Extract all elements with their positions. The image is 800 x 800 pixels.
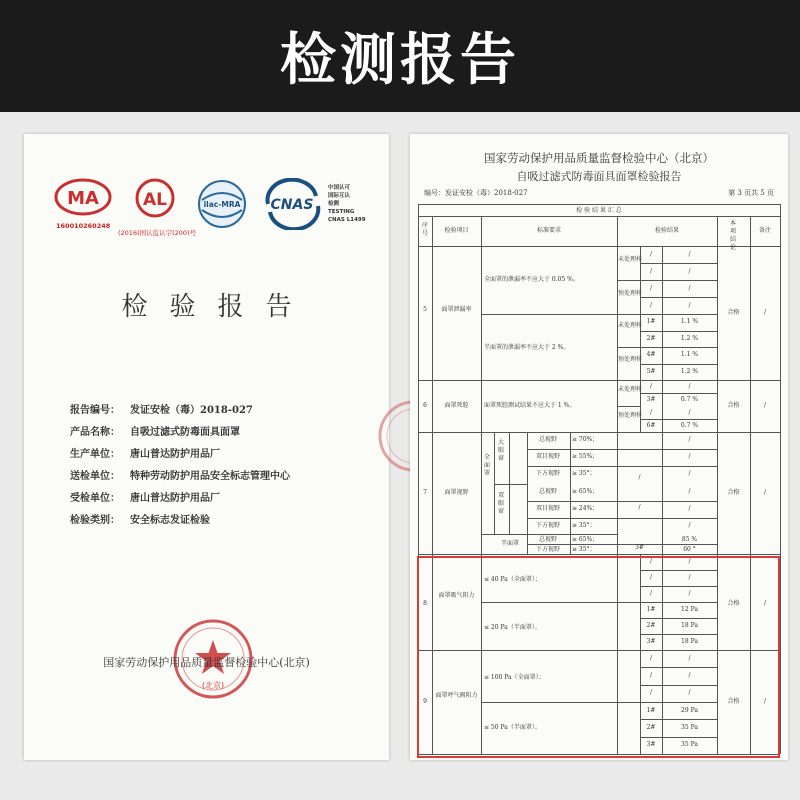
table-row-rule <box>418 380 780 381</box>
cal-logo-icon <box>128 178 182 222</box>
row8-full-results-sample: / <box>649 590 653 597</box>
row6-conclusion: 合格 <box>727 402 740 409</box>
row6-results-b-rule <box>640 419 717 420</box>
row9-conclusion: 合格 <box>727 698 740 705</box>
row7-rule <box>527 449 717 450</box>
row9-full-results-sample: / <box>649 672 653 679</box>
row5-untreated: 未处理样 <box>618 256 643 263</box>
row7-big-req: ≥ 35°； <box>572 470 596 477</box>
row7-double-eye: 双眼窗 <box>497 492 504 515</box>
row7-half-mask: 半面罩 <box>500 540 519 547</box>
row9-req-full: ≤ 100 Pa（全面罩）； <box>484 674 545 681</box>
row8-full-results-value: / <box>688 558 691 565</box>
row7-rule <box>494 484 527 485</box>
cnas-logo-icon <box>260 178 324 230</box>
ilac-text: ilac-MRA <box>203 200 241 209</box>
row7-big-label: 下方视野 <box>535 470 560 477</box>
row5-full-results-rule <box>640 280 717 281</box>
row9-full-results-value: / <box>688 654 691 662</box>
row9-number: 9 <box>423 698 427 705</box>
row5-req-half: 半面罩的泄漏率不应大于 2 %。 <box>484 344 570 351</box>
row6-note: / <box>763 402 767 409</box>
row5-untreated: 未处理样 <box>618 322 643 329</box>
row6-results-b-sample: / <box>649 408 653 416</box>
field-inspected-unit: 受检单位： 唐山普达防护用品厂 <box>70 493 220 504</box>
row6-untreated: 未处理样 <box>618 386 643 393</box>
column-header-requirement: 标准要求 <box>536 227 561 234</box>
field-inspection-type: 检验类别： 安全标志发证检验 <box>70 515 210 526</box>
ilac-mra-logo-icon <box>196 178 248 230</box>
row5-rule <box>617 280 640 281</box>
row8-half-results-sample: 1# <box>646 606 656 613</box>
row7-rule <box>481 534 617 535</box>
row9-full-results-value: / <box>688 689 691 697</box>
row6-number: 6 <box>423 402 427 409</box>
table-row-rule <box>418 554 780 555</box>
cma-logo-text: MA <box>67 188 99 209</box>
row5-full-results-sample: / <box>649 267 653 275</box>
row7-double-value: / <box>688 505 691 512</box>
column-header-conclusion: 本项结论 <box>729 220 736 251</box>
cma-logo-icon <box>54 178 112 222</box>
table-row-rule <box>418 204 780 205</box>
row7-big-results: / <box>638 474 641 481</box>
row5-half-results-sample: 2# <box>646 334 656 342</box>
accreditation-logos <box>54 178 374 258</box>
row7-number: 7 <box>423 489 427 496</box>
row5-full-results-sample: / <box>649 284 653 292</box>
row7-rule <box>494 432 495 534</box>
row5-note: / <box>763 309 767 316</box>
row5-half-results-sample: 4# <box>646 351 656 359</box>
row7-item: 面罩视野 <box>444 489 469 496</box>
row9-full-results-value: / <box>688 672 691 679</box>
banner <box>0 0 800 112</box>
row7-big-eye: 大眼窗 <box>497 439 504 462</box>
row9-half-results-sample: 1# <box>646 706 656 714</box>
report-info-fields <box>70 400 290 532</box>
row8-item: 面罩吸气阻力 <box>438 592 475 599</box>
row5-number: 5 <box>423 306 427 313</box>
row7-double-results: / <box>638 504 641 511</box>
row7-double-req: ≥ 65%； <box>572 488 599 495</box>
highlight-box <box>417 556 780 758</box>
row8-number: 8 <box>423 600 427 607</box>
row5-pretreated: 预处理样 <box>618 356 643 363</box>
row7-double-req: ≥ 35°； <box>572 522 596 529</box>
row7-half-label: 下方视野 <box>535 546 560 553</box>
row7-rule <box>509 432 510 534</box>
table-row-rule <box>418 246 780 247</box>
row5-half-results-sample: 1# <box>646 318 656 326</box>
row6-results-a-sample: / <box>649 382 653 390</box>
row8-full-results-value: / <box>688 590 691 597</box>
row9-half-results-sample: 3# <box>646 741 656 749</box>
row8-half-results-value: 12 Pa <box>681 606 698 613</box>
row5-full-results-sample: / <box>649 250 653 258</box>
row7-half-value: 85 % <box>681 536 698 543</box>
row5-half-results-sample: 5# <box>646 367 656 375</box>
row9-req-half: ≤ 50 Pa（半面罩）。 <box>484 724 541 731</box>
row9-half-results-value: 35 Pa <box>681 741 698 749</box>
row5-full-results-value: / <box>688 301 691 309</box>
row6-results-a-rule <box>640 393 717 394</box>
row7-rule <box>527 466 717 467</box>
row7-half-label: 总视野 <box>538 536 557 543</box>
row7-half-req: ≥ 65%； <box>572 536 599 543</box>
results-report-number: 编号：发证安检（毒）2018-027 <box>424 189 528 197</box>
row8-half-results-sample: 2# <box>646 622 656 629</box>
field-report-number: 报告编号： 发证安检（毒）2018-027 <box>70 405 253 416</box>
field-submitter: 送检单位： 特种劳动防护用品安全标志管理中心 <box>70 471 290 482</box>
row5-item: 面罩泄漏率 <box>441 306 472 313</box>
row6-rule <box>617 406 640 407</box>
column-header-note: 备注 <box>758 227 771 234</box>
row7-note: / <box>763 489 767 496</box>
row9-full-results-sample: / <box>649 654 653 662</box>
row7-group-full: 全面罩 <box>483 454 490 477</box>
row9-half-results-sample: 2# <box>646 724 656 731</box>
row6-results-b-sample: 6# <box>646 421 656 429</box>
cal-logo-text: AL <box>143 190 167 210</box>
row6-requirement: 面罩死腔测试结果不应大于 1 %。 <box>484 402 576 409</box>
row7-conclusion: 合格 <box>727 489 740 496</box>
row6-results-a-value: / <box>688 382 691 390</box>
row5-half-results-rule <box>640 347 717 348</box>
row9-half-results-value: 35 Pa <box>681 724 698 731</box>
row8-full-results-value: / <box>688 574 691 581</box>
row8-note: / <box>763 600 767 607</box>
row7-double-value: / <box>688 488 691 495</box>
row8-conclusion: 合格 <box>727 600 740 607</box>
row5-pretreated: 预处理样 <box>618 290 643 297</box>
cnas-side-text: 中国认可 国际互认 检测 TESTING CNAS L1499 <box>328 185 366 223</box>
row5-half-results-rule <box>640 364 717 365</box>
row7-big-value: / <box>688 470 691 477</box>
cma-number: 160010260248 <box>56 222 111 230</box>
row9-item: 面罩呼气阀阻力 <box>435 692 478 699</box>
issuer-name: 国家劳动保护用品质量监督检验中心(北京) <box>103 656 310 669</box>
results-summary-page <box>410 134 788 760</box>
table-row-rule <box>418 216 780 217</box>
report-cover-page <box>24 134 389 760</box>
row6-results-b-value: 0.7 % <box>680 421 699 429</box>
row7-double-label: 下方视野 <box>535 522 560 529</box>
cal-caption: (2016)国认监认字(200)号 <box>118 229 197 237</box>
cnas-text: CNAS <box>270 197 314 213</box>
row7-half-sample: 3# <box>635 544 644 551</box>
row7-big-req: ≥ 70%； <box>572 436 599 443</box>
row7-big-label: 双目视野 <box>535 453 560 460</box>
row7-rule <box>570 432 571 554</box>
row8-full-results-sample: / <box>649 558 653 565</box>
seal-text: (北京) <box>201 681 225 690</box>
row7-big-label: 总视野 <box>538 436 557 443</box>
field-product-name: 产品名称： 自吸过滤式防毒面具面罩 <box>70 427 240 438</box>
table-row-rule <box>418 432 780 433</box>
row5-half-results-rule <box>640 331 717 332</box>
row7-big-value: / <box>688 436 691 443</box>
row5-full-results-value: / <box>688 284 691 292</box>
row9-full-results-sample: / <box>649 689 653 697</box>
banner-title: 检测报告 <box>280 28 520 93</box>
row7-rule <box>527 501 717 502</box>
row7-rule <box>527 518 717 519</box>
row5-full-results-rule <box>640 263 717 264</box>
row5-full-results-sample: / <box>649 301 653 309</box>
row5-split <box>481 314 717 315</box>
row5-half-results-value: 1.2 % <box>680 334 699 342</box>
row5-full-results-rule <box>640 297 717 298</box>
row8-req-full: ≤ 40 Pa（全面罩）； <box>484 576 541 583</box>
row8-full-results-sample: / <box>649 574 653 581</box>
row9-half-results-value: 29 Pa <box>681 706 698 714</box>
table-border <box>780 204 781 754</box>
row5-half-results-value: 1.1 % <box>680 351 699 359</box>
row8-half-results-value: 18 Pa <box>681 622 698 629</box>
row5-req-full: 全面罩的泄漏率不应大于 0.05 %。 <box>484 276 579 283</box>
row6-item: 面罩死腔 <box>444 402 469 409</box>
row5-full-results-value: / <box>688 250 691 258</box>
row7-double-label: 总视野 <box>538 488 557 495</box>
results-page-number: 第 3 页共 5 页 <box>728 189 774 197</box>
row5-half-results-value: 1.2 % <box>680 367 699 375</box>
row7-half-req: ≥ 35°； <box>572 546 596 553</box>
column-header-number: 序号 <box>421 222 428 237</box>
row6-results-b-value: / <box>688 408 691 416</box>
row8-half-results-value: 18 Pa <box>681 638 698 645</box>
cover-title: 检验报告 <box>121 292 314 322</box>
row7-half-value: 60 ° <box>683 546 696 553</box>
row6-results-a-sample: 3# <box>646 395 656 403</box>
row5-rule <box>617 347 640 348</box>
column-header-result: 检验结果 <box>654 227 679 234</box>
row7-double-label: 双目视野 <box>535 505 560 512</box>
column-header-item: 检验项目 <box>444 227 469 234</box>
row8-req-half: ≤ 20 Pa（半面罩）。 <box>484 624 541 631</box>
results-subtitle: 自吸过滤式防毒面具面罩检验报告 <box>516 170 682 183</box>
summary-header: 检 验 结 果 汇 总 <box>576 207 622 214</box>
row8-half-results-sample: 3# <box>646 638 656 645</box>
row5-half-results-value: 1.1 % <box>680 318 699 326</box>
row6-pretreated: 预处理样 <box>618 412 643 419</box>
row7-double-value: / <box>688 522 691 529</box>
row7-big-req: ≥ 55%； <box>572 453 599 460</box>
row9-note: / <box>763 698 767 705</box>
row7-double-req: ≥ 24%； <box>572 505 599 512</box>
row5-conclusion: 合格 <box>727 309 740 316</box>
row7-big-value: / <box>688 453 691 460</box>
field-manufacturer: 生产单位： 唐山普达防护用品厂 <box>70 449 220 460</box>
row6-results-a-value: 0.7 % <box>680 395 699 403</box>
results-title: 国家劳动保护用品质量监督检验中心（北京） <box>484 151 714 165</box>
row5-full-results-value: / <box>688 267 691 275</box>
